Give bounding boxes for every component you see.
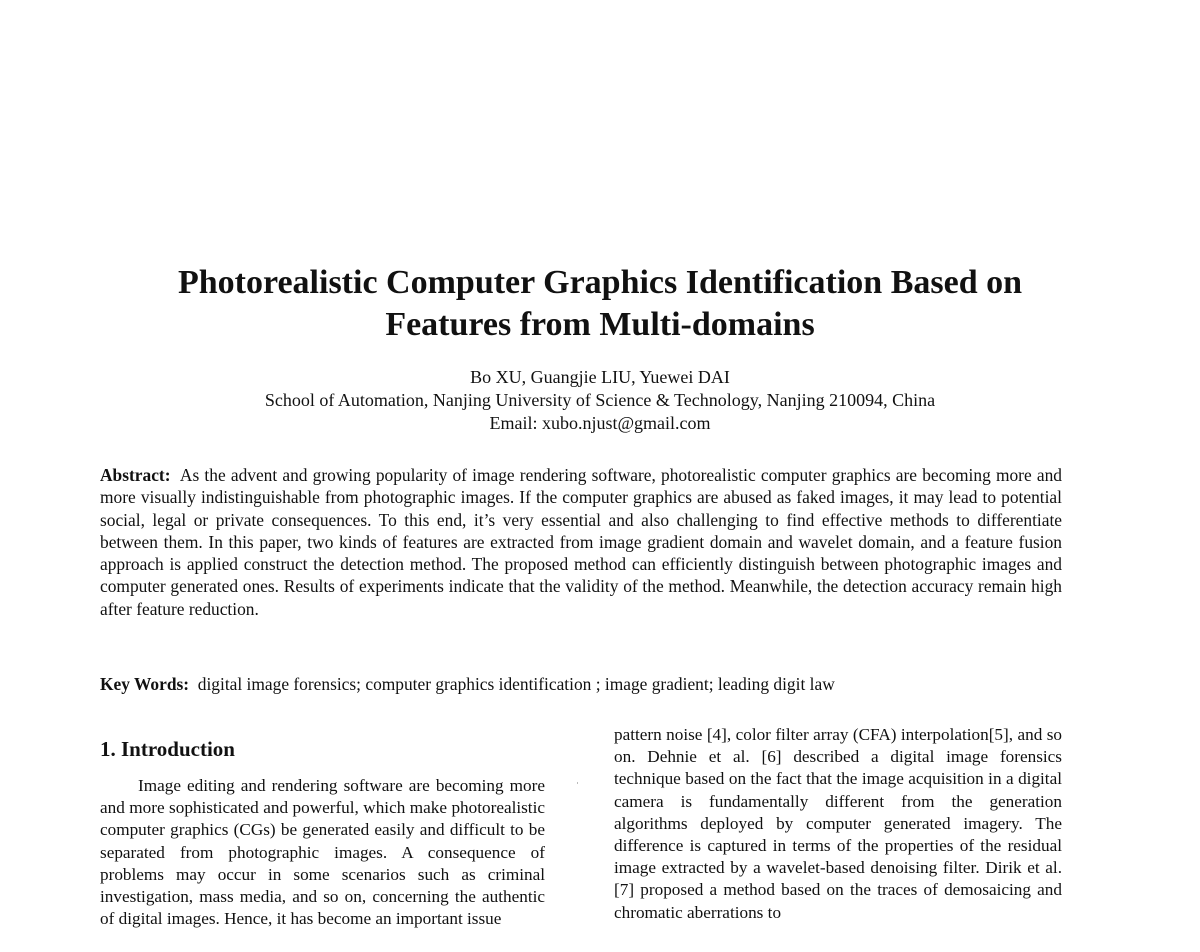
column-divider (577, 782, 578, 784)
author-block (100, 366, 1100, 435)
keywords-text: digital image forensics; computer graphics identification ; image gradient; leading digit law (197, 674, 835, 694)
authors: Bo XU, Guangjie LIU, Yuewei DAI (470, 367, 730, 387)
title-line-1: Photorealistic Computer Graphics Identification Based on (177, 264, 1023, 301)
paper-title (100, 262, 1100, 346)
abstract-label: Abstract: (100, 465, 171, 485)
title-line-2: Features from Multi-domains (385, 306, 815, 343)
right-column (614, 724, 1062, 924)
section-heading: 1. Introduction (100, 737, 235, 761)
keywords (100, 673, 1062, 695)
intro-paragraph-right: pattern noise [4], color filter array (CFA) interpolation[5], and so on. Dehnie et al. [6] described a digital image forensics technique based on the fact that the image acquisition in a digital camera is fundamentally different from the generation algorithms deployed by computer generated imagery. The difference is captured in terms of the properties of the residual image extracted by a wavelet-based denoising filter. Dirik et al. [7] proposed a method based on the traces of demosaicing and chromatic aberrations to (614, 725, 1062, 922)
abstract-text: As the advent and growing popularity of image rendering software, photorealistic computer graphics are becoming more and more visually indistinguishable from photographic images. If the computer graphics are abused as faked images, it may lead to potential social, legal or private consequences. To this end, it’s very essential and also challenging to find effective methods to differentiate between them. In this paper, two kinds of features are extracted from image gradient domain and wavelet domain, and a feature fusion approach is applied construct the detection method. The proposed method can efficiently distinguish between photographic images and computer generated ones. Results of experiments indicate that the validity of the method. Meanwhile, the detection accuracy remain high after feature reduction. (100, 465, 1062, 619)
keywords-label: Key Words: (100, 674, 190, 694)
abstract (100, 464, 1062, 620)
left-column (100, 735, 545, 930)
intro-paragraph-left: Image editing and rendering software are becoming more and more sophisticated and powerful, which make photorealistic computer graphics (CGs) be generated easily and difficult to be separated from photographic images. A consequence of problems may occur in some scenarios such as criminal investigation, mass media, and so on, concerning the authentic of digital images. Hence, it has become an important issue (100, 776, 545, 929)
email: Email: xubo.njust@gmail.com (489, 413, 711, 433)
affiliation: School of Automation, Nanjing University of Science & Technology, Nanjing 210094, China (264, 390, 936, 410)
